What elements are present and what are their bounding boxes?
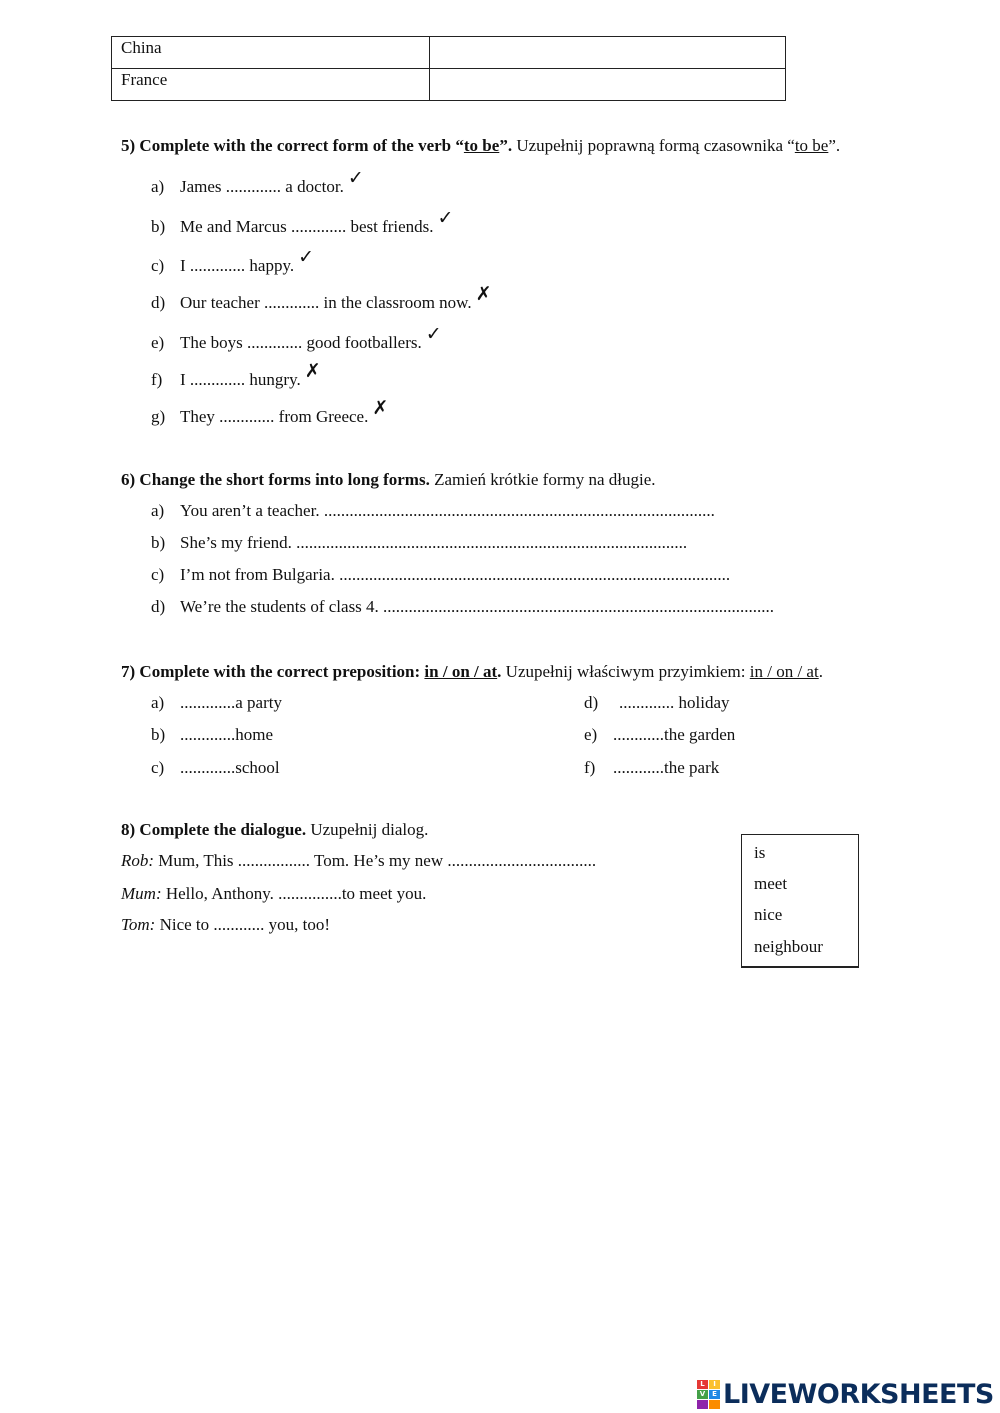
countries-table bbox=[111, 36, 786, 101]
logo-text: LIVEWORKSHEETS bbox=[723, 1378, 994, 1410]
exercise-7-title: 7) Complete with the correct preposition: in / on / at. Uzupełnij właściwym przyimkiem: in / on / at. bbox=[121, 662, 823, 681]
word-bank bbox=[741, 834, 859, 968]
list-item: c) I’m not from Bulgaria. ............................................................................................ bbox=[151, 565, 731, 584]
list-item: f) ............the park bbox=[584, 758, 720, 777]
list-item: b) .............home bbox=[151, 725, 274, 744]
country-cell: China bbox=[112, 37, 430, 69]
list-item: e) ............the garden bbox=[584, 725, 736, 744]
check-icon: ✓ bbox=[347, 167, 364, 189]
cross-icon: ✗ bbox=[304, 360, 321, 382]
dialogue-line: Rob: Mum, This ................. Tom. He’s my new ................................... bbox=[121, 851, 597, 870]
dialogue-line: Mum: Hello, Anthony. ...............to meet you. bbox=[121, 884, 427, 903]
list-item: e) The boys ............. good footballers. ✓ bbox=[151, 323, 442, 352]
country-cell: France bbox=[112, 69, 430, 101]
logo-icon: L I V E bbox=[697, 1380, 720, 1409]
list-item: d) We’re the students of class 4. ............................................................................................ bbox=[151, 597, 775, 616]
cross-icon: ✗ bbox=[475, 283, 492, 305]
word-bank-item: neighbour bbox=[754, 937, 823, 956]
table-row bbox=[112, 69, 786, 101]
answer-cell[interactable] bbox=[430, 37, 786, 69]
speaker: Rob: bbox=[121, 851, 155, 870]
list-item: c) .............school bbox=[151, 758, 280, 777]
speaker: Mum: bbox=[121, 884, 162, 903]
list-item: b) She’s my friend. ............................................................................................ bbox=[151, 533, 688, 552]
liveworksheets-logo bbox=[697, 1377, 994, 1411]
word-bank-item: nice bbox=[754, 905, 783, 924]
check-icon: ✓ bbox=[425, 323, 442, 345]
word-bank-item: meet bbox=[754, 874, 788, 893]
list-item: b) Me and Marcus ............. best friends. ✓ bbox=[151, 207, 454, 236]
list-item: f) I ............. hungry. ✗ bbox=[151, 360, 321, 389]
cross-icon: ✗ bbox=[372, 397, 389, 419]
list-item: d) ............. holiday bbox=[584, 693, 730, 712]
speaker: Tom: bbox=[121, 915, 156, 934]
dialogue-line: Tom: Nice to ............ you, too! bbox=[121, 915, 331, 934]
list-item: a) You aren’t a teacher. ............................................................................................ bbox=[151, 501, 715, 520]
exercise-number: 5) bbox=[121, 136, 136, 155]
list-item: d) Our teacher ............. in the classroom now. ✗ bbox=[151, 283, 492, 312]
word-bank-item: is bbox=[754, 843, 766, 862]
check-icon: ✓ bbox=[437, 207, 454, 229]
list-item: g) They ............. from Greece. ✗ bbox=[151, 397, 389, 426]
exercise-5-title: 5) Complete with the correct form of the verb “to be”. Uzupełnij poprawną formą czasownika “to be”. bbox=[121, 136, 841, 155]
list-item: a) .............a party bbox=[151, 693, 282, 712]
list-item: a) James ............. a doctor. ✓ bbox=[151, 167, 364, 196]
table-row bbox=[112, 37, 786, 69]
answer-cell[interactable] bbox=[430, 69, 786, 101]
exercise-8-title: 8) Complete the dialogue. Uzupełnij dialog. bbox=[121, 820, 429, 839]
list-item: c) I ............. happy. ✓ bbox=[151, 246, 315, 275]
exercise-6-title: 6) Change the short forms into long forms. Zamień krótkie formy na długie. bbox=[121, 470, 656, 489]
check-icon: ✓ bbox=[298, 246, 315, 268]
